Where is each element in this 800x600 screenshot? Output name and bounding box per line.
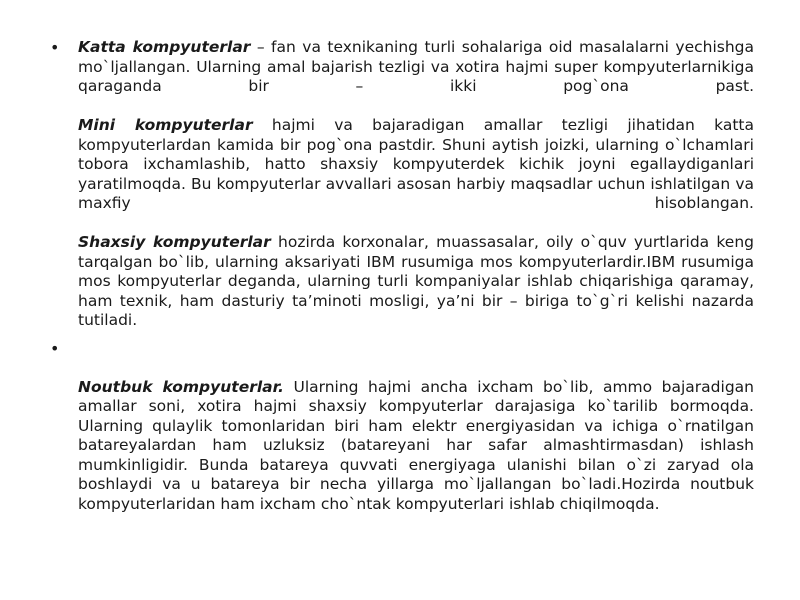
bullet-icon: • (50, 338, 60, 358)
term-shaxsiy: Shaxsiy kompyuterlar (78, 233, 271, 251)
bullet-list (50, 38, 754, 514)
text-shaxsiy: hozirda korxonalar, muassasalar, oily o`quv yurtlarida keng tarqalgan bo`lib, ularning aksariyati IBM rusumiga mos kompyuterlardir.IBM rusumiga mos kompyuterlar deganda, ularning turli kompaniyalar ishlab chiqarishiga qaramay, ham texnik, ham dasturiy ta’minoti mosligi, ya’ni bir – biriga to`g`ri kelishi nazarda tutiladi. (78, 233, 755, 329)
bullet-icon: • (50, 38, 60, 57)
term-katta: Katta kompyuterlar (78, 38, 251, 56)
text-mini: hajmi va bajaradigan amallar tezligi jihatidan katta kompyuterlardan kamida bir pog`ona pastdir. Shuni aytish joizki, ularning o`lchamlari tobora ixchamlashib, hatto shaxsiy kompyuterdek kichik joyni egallaydiganlari yaratilmoqda. Bu kompyuterlar avvallari asosan harbiy maqsadlar uchun ishlatilgan va maxfiy hisoblangan. (78, 116, 754, 212)
term-noutbuk: Noutbuk kompyuterlar. (78, 377, 284, 396)
paragraph-shaxsiy (78, 233, 754, 331)
text-katta: – fan va texnikaning turli sohalariga oid masalalarni yechishga mo`ljallangan. Ularning amal bajarish tezligi va xotira hajmi super kompyuterlarnikiga qaraganda bir – ikki pog`ona past. (78, 38, 754, 95)
paragraph-mini (78, 116, 754, 214)
list-item (50, 339, 754, 515)
text-noutbuk: Ularning hajmi ancha ixcham bo`lib, ammo bajaradigan amallar soni, xotira hajmi shaxsiy kompyuterlar darajasiga ko`tarilib bormoqda. Ularning qulaylik tomonlaridan biri ham elektr energiyasidan va ichiga o`rnatilgan batareyalardan ham uzluksiz (batareyani har safar almashtirmasdan) ishlash mumkinligidir. Bunda batareya quvvati energiyaga ulanishi bilan o`zi zaryad ola boshlaydi va u batareya bir necha yillarga mo`ljallangan bo`ladi.Hozirda noutbuk kompyuterlaridan ham ixcham cho`ntak kompyuterlari ishlab chiqilmoqda. (78, 377, 754, 513)
term-mini: Mini kompyuterlar (78, 116, 253, 134)
list-item (50, 38, 754, 331)
paragraph-noutbuk (78, 378, 754, 515)
paragraph-katta (78, 38, 754, 97)
